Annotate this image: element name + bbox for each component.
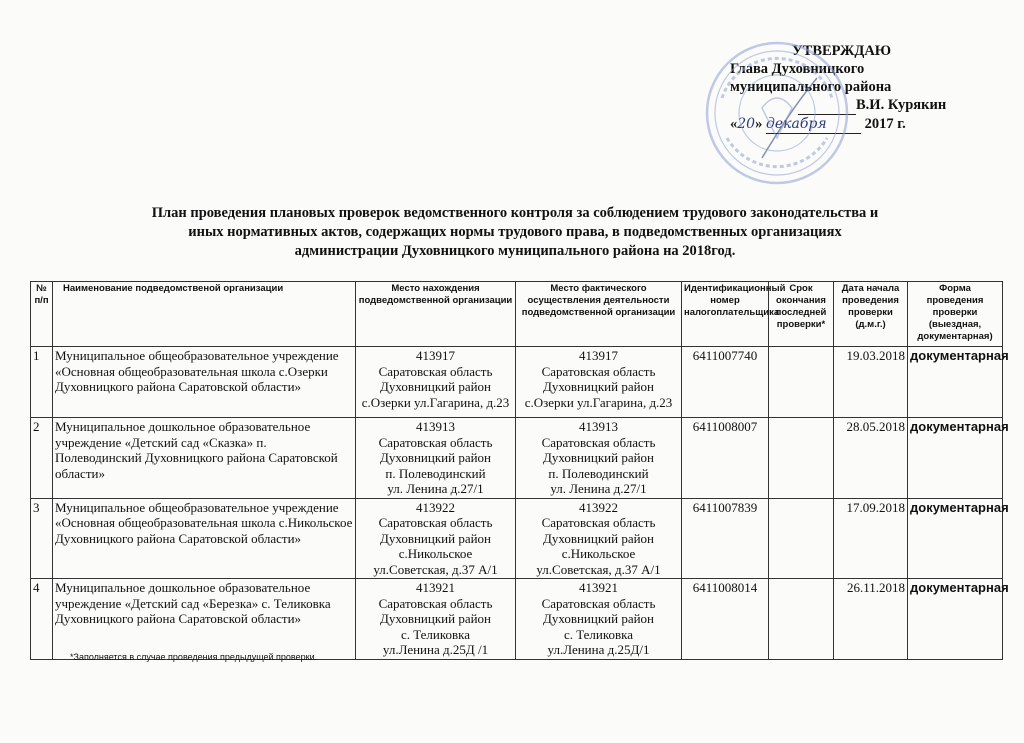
row-actual-location: 413917 Саратовская область Духовницкий район с.Озерки ул.Гагарина, д.23 — [516, 347, 682, 418]
row-num: 1 — [31, 347, 53, 418]
header-form: Форма проведения проверки (выездная, документарная) — [908, 282, 1003, 347]
header-start-date: Дата начала проведения проверки (д.м.г.) — [834, 282, 908, 347]
approval-title: УТВЕРЖДАЮ — [792, 43, 892, 59]
header-location: Место нахождения подведомственной организации — [356, 282, 516, 347]
row-form: документарная — [908, 347, 1003, 418]
row-actual-location: 413913 Саратовская область Духовницкий район п. Полеводинский ул. Ленина д.27/1 — [516, 418, 682, 499]
row-inn: 6411007740 — [682, 347, 769, 418]
footnote: *Заполняется в случае проведения предыдущей проверки. — [70, 652, 318, 662]
row-inn: 6411008007 — [682, 418, 769, 499]
row-form: документарная — [908, 418, 1003, 499]
row-form: документарная — [908, 498, 1003, 579]
table-row — [31, 579, 1003, 660]
row-start-date: 26.11.2018 — [834, 579, 908, 660]
row-location: 413913 Саратовская область Духовницкий район п. Полеводинский ул. Ленина д.27/1 — [356, 418, 516, 499]
row-inn: 6411007839 — [682, 498, 769, 579]
official-stamp-icon — [702, 38, 852, 188]
date-month: декабря — [765, 116, 827, 132]
header-num: № п/п — [31, 282, 53, 347]
inspection-plan-table — [30, 281, 1009, 660]
table-header-row — [31, 282, 1003, 347]
row-location: 413917 Саратовская область Духовницкий район с.Озерки ул.Гагарина, д.23 — [356, 347, 516, 418]
row-last-check — [769, 347, 834, 418]
row-org-name: Муниципальное общеобразовательное учреждение «Основная общеобразовательная школа с.Никольское Духовницкого района Саратовской области» — [53, 498, 356, 579]
row-location: 413922 Саратовская область Духовницкий район с.Никольское ул.Советская, д.37 А/1 — [356, 498, 516, 579]
approval-date: «20» декабря 2017 г. — [730, 116, 906, 132]
row-location: 413921 Саратовская область Духовницкий район с. Теликовка ул.Ленина д.25Д /1 — [356, 579, 516, 660]
document-title: План проведения плановых проверок ведомственного контроля за соблюдением трудового законодательства и иных нормативных актов, содержащих нормы трудового права, в подведомственных организациях администрации Духовницкого муниципального района на 2018год. — [151, 205, 879, 259]
header-inn: Идентификационный номер налогоплательщика — [682, 282, 769, 347]
approval-position-line2: муниципального района — [730, 79, 892, 95]
row-org-name: Муниципальное дошкольное образовательное учреждение «Детский сад «Березка» с. Теликовка Духовницкого района Саратовской области» — [53, 579, 356, 660]
row-inn: 6411008014 — [682, 579, 769, 660]
row-num: 2 — [31, 418, 53, 499]
row-last-check — [769, 418, 834, 499]
table-row — [31, 347, 1003, 418]
row-start-date: 19.03.2018 — [834, 347, 908, 418]
row-num: 3 — [31, 498, 53, 579]
row-last-check — [769, 498, 834, 579]
row-org-name: Муниципальное дошкольное образовательное учреждение «Детский сад «Сказка» п. Полеводинский Духовницкого района Саратовской области» — [53, 418, 356, 499]
header-actual-location: Место фактического осуществления деятельности подведомственной организации — [516, 282, 682, 347]
approval-signer: В.И. Курякин — [856, 97, 947, 113]
row-num: 4 — [31, 579, 53, 660]
row-start-date: 28.05.2018 — [834, 418, 908, 499]
header-last-check: Срок окончания последней проверки* — [769, 282, 834, 347]
row-actual-location: 413921 Саратовская область Духовницкий район с. Теликовка ул.Ленина д.25Д/1 — [516, 579, 682, 660]
row-last-check — [769, 579, 834, 660]
approval-position-line1: Глава Духовницкого — [730, 61, 865, 77]
row-org-name: Муниципальное общеобразовательное учреждение «Основная общеобразовательная школа с.Озерки Духовницкого района Саратовской области» — [53, 347, 356, 418]
table-row — [31, 498, 1003, 579]
date-year: 2017 г. — [864, 116, 906, 132]
row-actual-location: 413922 Саратовская область Духовницкий район с.Никольское ул.Советская, д.37 А/1 — [516, 498, 682, 579]
header-name: Наименование подведомственой организации — [53, 282, 356, 347]
table-row — [31, 418, 1003, 499]
row-form: документарная — [908, 579, 1003, 660]
date-day: 20 — [737, 116, 756, 132]
row-start-date: 17.09.2018 — [834, 498, 908, 579]
